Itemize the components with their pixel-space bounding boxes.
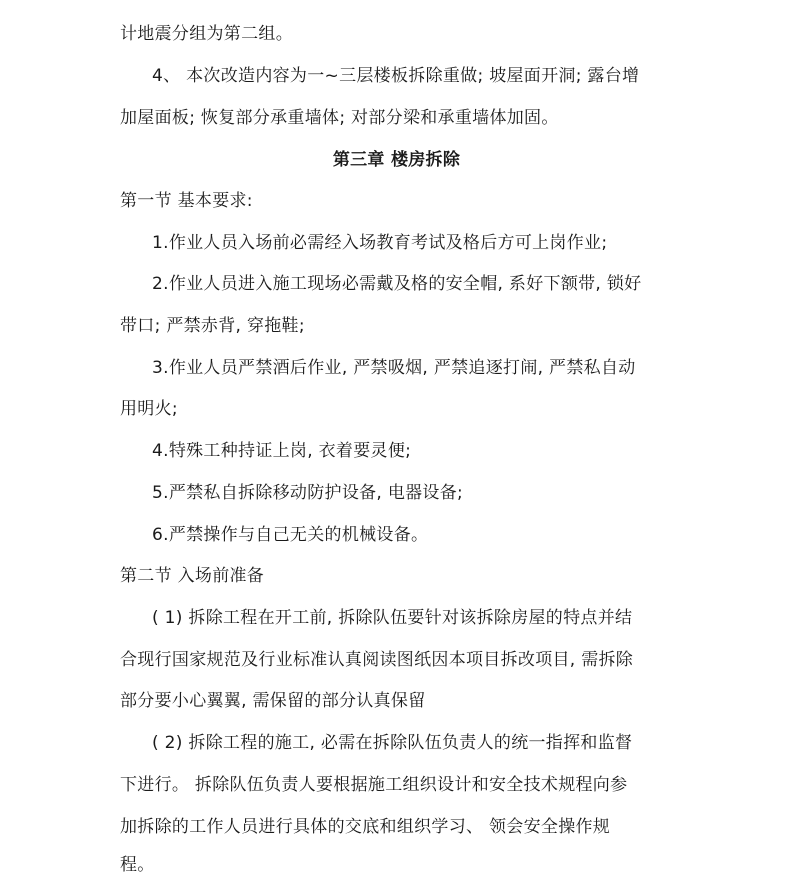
section-heading: 第二节 入场前准备 bbox=[120, 566, 265, 586]
paragraph-line: 4、 本次改造内容为一~三层楼板拆除重做; 坡屋面开洞; 露台增 bbox=[152, 66, 640, 86]
paragraph-line: 带口; 严禁赤背, 穿拖鞋; bbox=[120, 316, 305, 336]
paragraph-line: ( 1) 拆除工程在开工前, 拆除队伍要针对该拆除房屋的特点并结 bbox=[152, 608, 633, 628]
paragraph-line: 加屋面板; 恢复部分承重墙体; 对部分梁和承重墙体加固。 bbox=[120, 108, 559, 128]
paragraph-line: 计地震分组为第二组。 bbox=[120, 24, 293, 44]
paragraph-line: 4.特殊工种持证上岗, 衣着要灵便; bbox=[152, 441, 412, 461]
paragraph-line: 3.作业人员严禁酒后作业, 严禁吸烟, 严禁追逐打闹, 严禁私自动 bbox=[152, 358, 636, 378]
section-heading: 第一节 基本要求: bbox=[120, 191, 253, 211]
paragraph-line: 2.作业人员进入施工现场必需戴及格的安全帽, 系好下额带, 锁好 bbox=[152, 274, 642, 294]
paragraph-line: 6.严禁操作与自己无关的机械设备。 bbox=[152, 525, 429, 545]
paragraph-line: 下进行。 拆除队伍负责人要根据施工组织设计和安全技术规程向参 bbox=[120, 775, 628, 795]
paragraph-line: 合现行国家规范及行业标准认真阅读图纸因本项目拆改项目, 需拆除 bbox=[120, 650, 634, 670]
paragraph-line: 5.严禁私自拆除移动防护设备, 电器设备; bbox=[152, 483, 464, 503]
chapter-heading: 第三章 楼房拆除 bbox=[332, 150, 461, 170]
paragraph-line: 部分要小心翼翼, 需保留的部分认真保留 bbox=[120, 691, 426, 711]
paragraph-line: 加拆除的工作人员进行具体的交底和组织学习、 领会安全操作规 bbox=[120, 817, 611, 837]
paragraph-line: ( 2) 拆除工程的施工, 必需在拆除队伍负责人的统一指挥和监督 bbox=[152, 733, 633, 753]
paragraph-line: 用明火; bbox=[120, 399, 178, 419]
paragraph-line: 程。 bbox=[120, 855, 155, 875]
paragraph-line: 1.作业人员入场前必需经入场教育考试及格后方可上岗作业; bbox=[152, 233, 608, 253]
